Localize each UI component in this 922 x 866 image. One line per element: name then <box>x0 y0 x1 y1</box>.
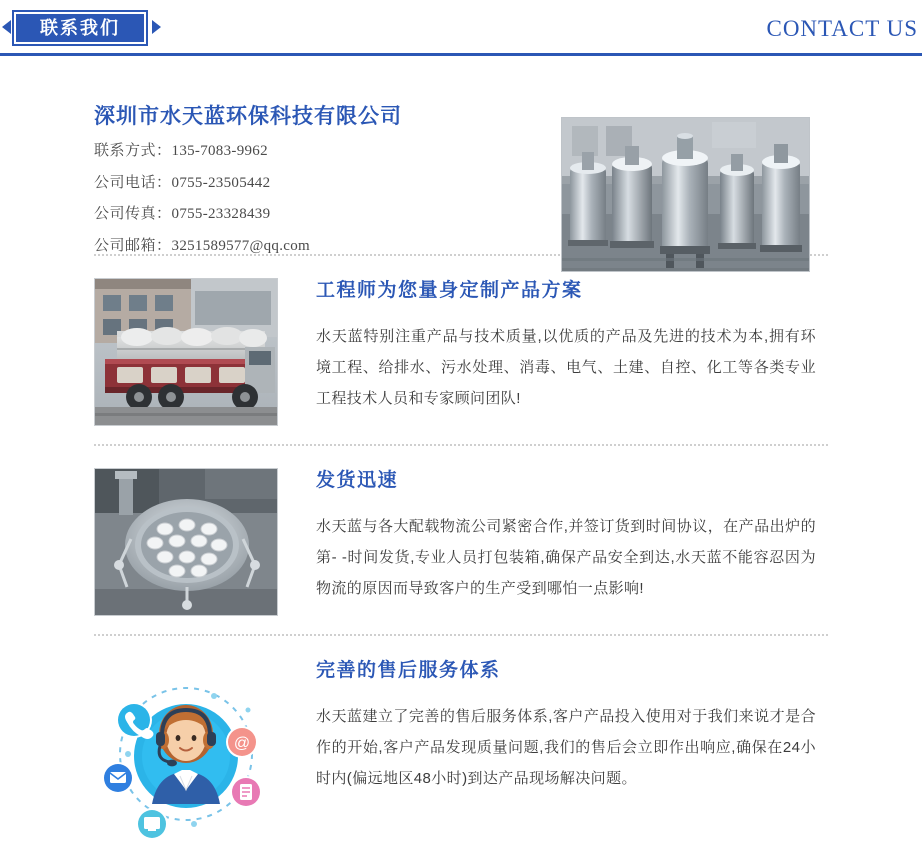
contact-row-phone <box>94 173 402 194</box>
feature-text-shipping: 水天蓝与各大配载物流公司紧密合作,并签订货到时间协议，在产品出炉的第- -时间发货,专业人员打包装箱,确保产品安全到达,水天蓝不能容忍因为物流的原因而导致客户的生产受到哪怕一点影响! <box>316 517 816 597</box>
filter-vessel-photo-image <box>95 469 278 616</box>
contact-label-mobile: 联系方式： <box>94 142 172 160</box>
contact-value-fax: 0755-23328439 <box>171 206 271 223</box>
feature-body-aftersales <box>316 658 816 848</box>
feature-row-aftersales <box>0 636 922 866</box>
feature-image-truck <box>94 278 278 426</box>
feature-image-service <box>94 658 278 848</box>
contact-label-email: 公司邮箱： <box>94 236 172 254</box>
company-photo-image <box>562 118 810 272</box>
feature-title-shipping: 发货迅速 <box>316 470 399 491</box>
feature-body-shipping <box>316 468 816 616</box>
contact-value-email: 3251589577@qq.com <box>171 237 311 254</box>
feature-row-shipping <box>0 446 922 634</box>
company-name: 深圳市水天蓝环保科技有限公司 <box>94 105 402 128</box>
ribbon-arrow-right-icon <box>152 20 161 34</box>
contact-row-mobile <box>94 141 402 162</box>
page-header <box>0 0 922 56</box>
feature-body-customization <box>316 278 816 426</box>
feature-text-customization: 水天蓝特别注重产品与技术质量,以优质的产品及先进的技术为本,拥有环境工程、给排水、污水处理、消毒、电气、土建、自控、化工等各类专业工程技术人员和专家顾问团队! <box>316 327 816 407</box>
contact-row-fax <box>94 204 402 225</box>
company-info <box>94 104 402 267</box>
customer-service-illustration-icon <box>94 658 278 848</box>
feature-title-aftersales: 完善的售后服务体系 <box>316 660 501 681</box>
section-ribbon <box>12 10 148 46</box>
contact-label-phone: 公司电话： <box>94 173 172 191</box>
company-block <box>0 56 922 254</box>
svg-text:@: @ <box>233 735 251 752</box>
section-english-label: CONTACT US <box>766 16 918 41</box>
feature-text-aftersales: 水天蓝建立了完善的售后服务体系,客户产品投入使用对于我们来说才是合作的开始,客户产品发现质量问题,我们的售后会立即作出响应,确保在24小时内(偏远地区48小时)到达产品现场解决问题。 <box>316 707 816 787</box>
contact-value-phone: 0755-23505442 <box>171 174 271 191</box>
feature-image-filter <box>94 468 278 616</box>
company-photo <box>561 117 810 272</box>
truck-photo-image <box>95 279 278 426</box>
ribbon-arrow-left-icon <box>2 20 11 34</box>
contact-label-fax: 公司传真： <box>94 205 172 223</box>
contact-row-email <box>94 236 402 257</box>
feature-title-customization: 工程师为您量身定制产品方案 <box>316 280 583 301</box>
contact-value-mobile: 135-7083-9962 <box>171 143 268 160</box>
section-ribbon-label: 联系我们 <box>40 18 120 38</box>
feature-row-customization <box>0 256 922 444</box>
